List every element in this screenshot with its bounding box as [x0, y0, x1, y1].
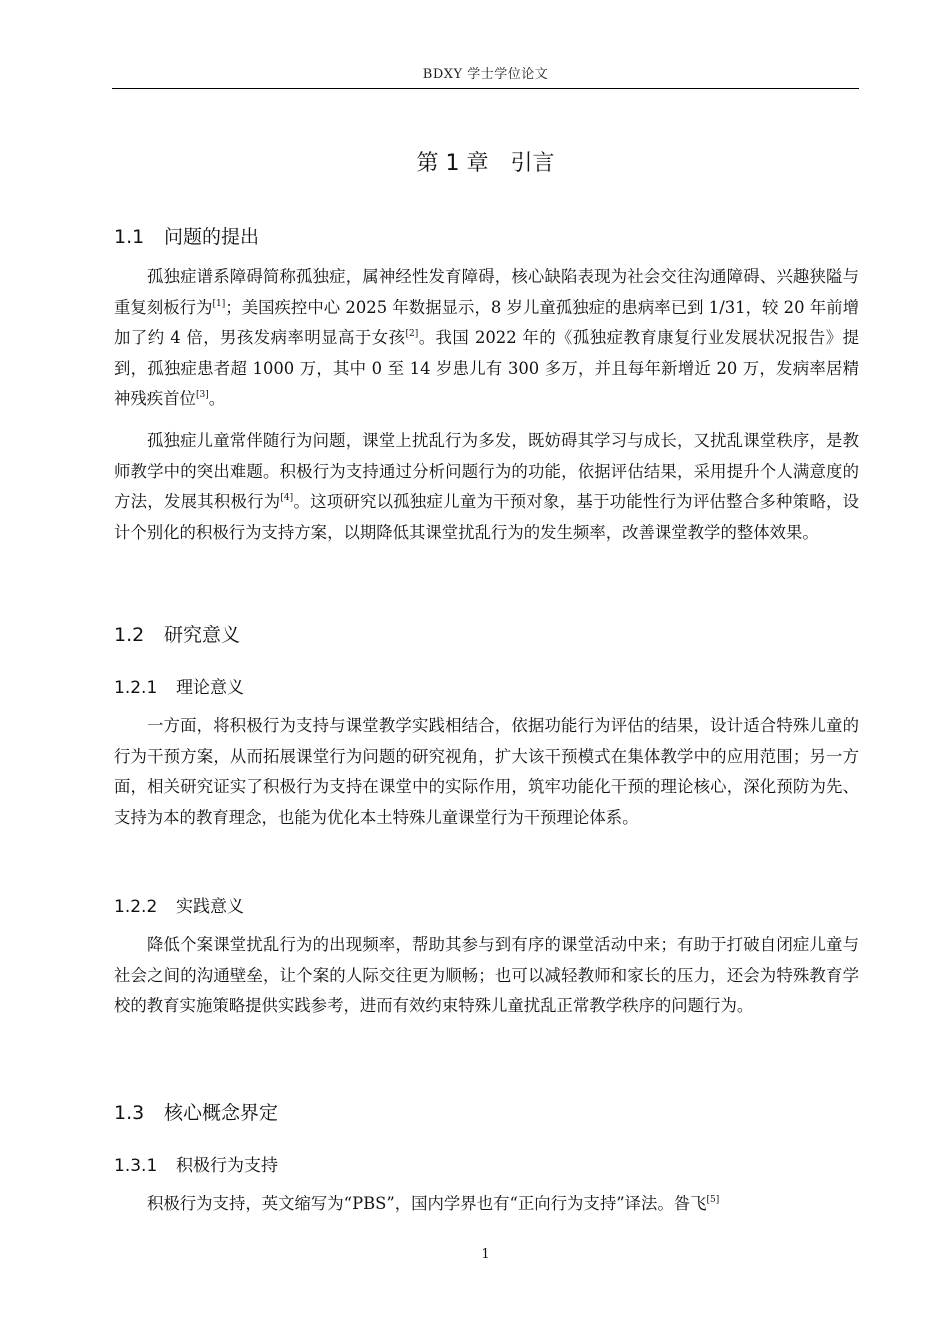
subsection-heading-1-2-2 — [114, 892, 244, 917]
subsection-number: 1.2.2 — [114, 897, 158, 917]
section-title: 核心概念界定 — [164, 1102, 279, 1124]
citation-marker: [2] — [405, 329, 419, 339]
chapter-title — [112, 146, 859, 177]
paragraph-1-2-1: 一方面，将积极行为支持与课堂教学实践相结合，依据功能行为评估的结果，设计适合特殊儿童的行为干预方案，从而拓展课堂行为问题的研究视角，扩大该干预模式在集体教学中的应用范围；另一方面，相关研究证实了积极行为支持在课堂中的实际作用，筑牢功能化干预的理论核心，深化预防为先、支持为本的教育理念，也能为优化本土特殊儿童课堂行为干预理论体系。 — [114, 716, 859, 827]
page-number: 1 — [481, 1247, 490, 1262]
paragraph-1-1-b: 孤独症儿童常伴随行为问题，课堂上扰乱行为多发，既妨碍其学习与成长，又扰乱课堂秩序，是教师教学中的突出难题。积极行为支持通过分析问题行为的功能，依据评估结果，采用提升个人满意度的方法，发展其积极行为[4]。这项研究以孤独症儿童为干预对象，基于功能性行为评估整合多种策略，设计个别化的积极行为支持方案，以期降低其课堂扰乱行为的发生频率，改善课堂教学的整体效果。 — [114, 431, 859, 542]
citation-marker: [5] — [706, 1195, 720, 1205]
chapter-name: 引言 — [510, 151, 555, 176]
chapter-number: 第 1 章 — [416, 151, 489, 176]
section-heading-1-1 — [114, 222, 259, 249]
paragraph-1-1-a: 孤独症谱系障碍简称孤独症，属神经性发育障碍，核心缺陷表现为社会交往沟通障碍、兴趣狭隘与重复刻板行为[1]；美国疾控中心 2025 年数据显示，8 岁儿童孤独症的患病率已到 1/31，较 20 年前增加了约 4 倍，男孩发病率明显高于女孩[2]。我国 2022 年的《孤独症教育康复行业发展状况报告》提到，孤独症患者超 1000 万，其中 0 至 14 岁患儿有 300 多万，并且每年新增近 20 万，发病率居精神残疾首位[3]。 — [114, 267, 859, 408]
paragraph-1-2-2: 降低个案课堂扰乱行为的出现频率，帮助其参与到有序的课堂活动中来；有助于打破自闭症儿童与社会之间的沟通壁垒，让个案的人际交往更为顺畅；也可以减轻教师和家长的压力，还会为特殊教育学校的教育实施策略提供实践参考，进而有效约束特殊儿童扰乱正常教学秩序的问题行为。 — [114, 935, 859, 1015]
running-header: BDXY 学士学位论文 — [422, 67, 549, 82]
paragraph-1-3-1: 积极行为支持，英文缩写为“PBS”，国内学界也有“正向行为支持”译法。昝飞[5] — [147, 1194, 720, 1213]
section-number: 1.3 — [114, 1102, 145, 1124]
subsection-heading-1-3-1 — [114, 1151, 278, 1176]
citation-marker: [4] — [280, 493, 294, 503]
subsection-number: 1.3.1 — [114, 1156, 158, 1176]
subsection-heading-1-2-1 — [114, 673, 244, 698]
subsection-title: 积极行为支持 — [176, 1156, 278, 1176]
section-title: 研究意义 — [164, 624, 241, 646]
header-rule — [112, 88, 859, 89]
section-number: 1.1 — [114, 226, 145, 248]
section-title: 问题的提出 — [164, 226, 260, 248]
subsection-number: 1.2.1 — [114, 678, 158, 698]
subsection-title: 实践意义 — [176, 897, 244, 917]
citation-marker: [3] — [195, 390, 209, 400]
citation-marker: [1] — [212, 298, 226, 309]
section-number: 1.2 — [114, 624, 145, 646]
subsection-title: 理论意义 — [176, 678, 244, 698]
section-heading-1-2 — [114, 620, 240, 647]
section-heading-1-3 — [114, 1098, 278, 1125]
